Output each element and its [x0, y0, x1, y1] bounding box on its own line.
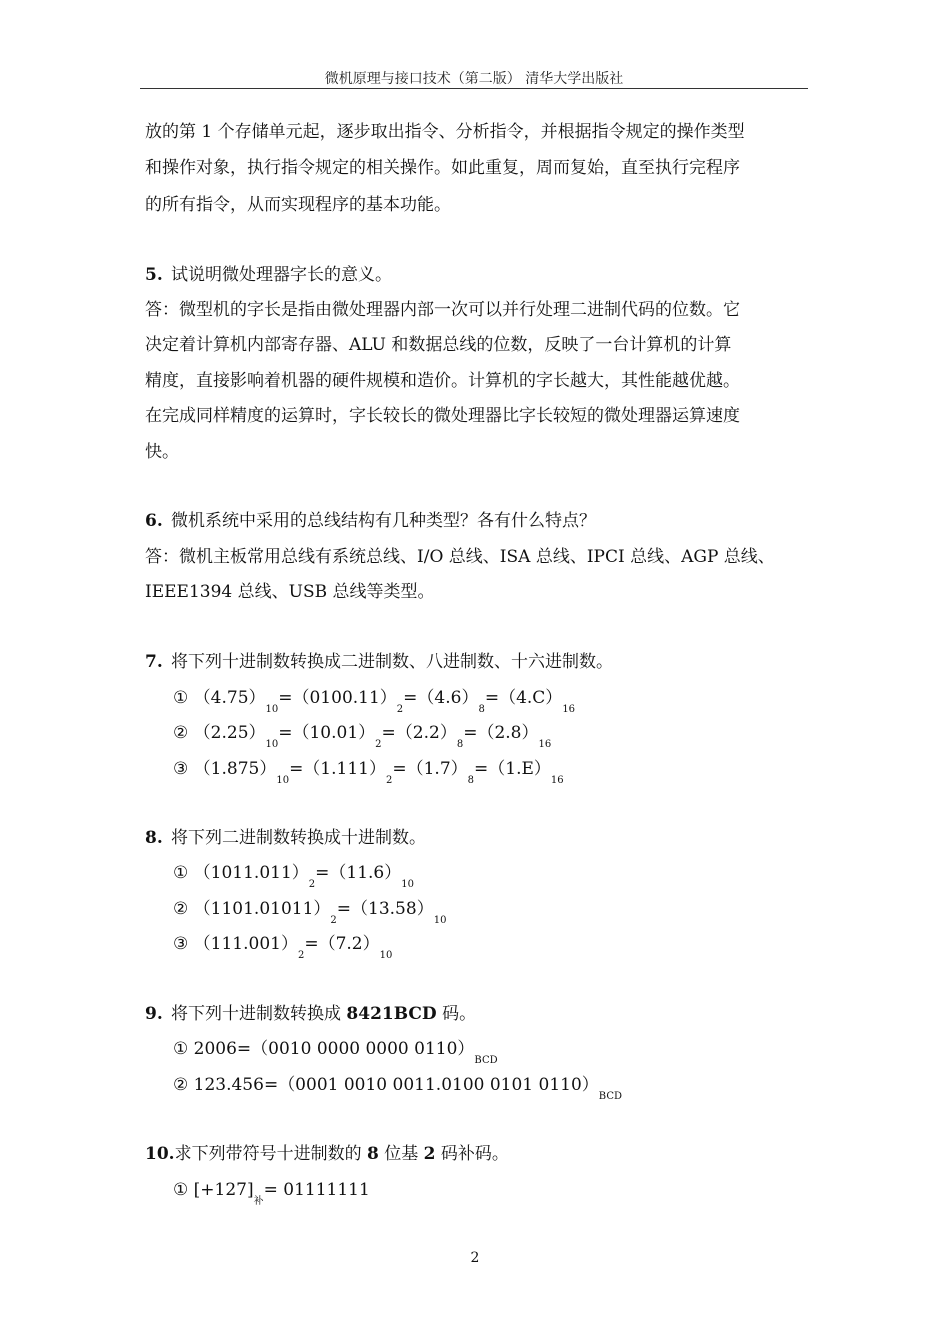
- decimal-value: =（11.6）: [315, 863, 402, 883]
- item-marker: ①: [173, 688, 189, 708]
- octal-value: =（4.6）: [403, 688, 479, 708]
- binary-value: （1011.011）: [193, 863, 309, 883]
- bcd-item: [173, 1038, 498, 1066]
- binary-value: =（1.111）: [289, 759, 386, 779]
- base-subscript: 2: [308, 879, 316, 890]
- intro-line-1: 放的第 1 个存储单元起，逐步取出指令、分析指令，并根据指令规定的操作类型: [145, 122, 745, 142]
- decimal-value: =（7.2）: [304, 934, 380, 954]
- base-subscript: 10: [276, 775, 290, 786]
- hex-value: =（1.E）: [474, 759, 551, 779]
- octal-value: =（1.7）: [392, 759, 468, 779]
- item-marker: ①: [173, 863, 189, 883]
- binary-value: =（10.01）: [278, 723, 376, 743]
- answer-5-line-1: 答：微型机的字长是指由微处理器内部一次可以并行处理二进制代码的位数。它: [145, 300, 740, 320]
- running-header: 微机原理与接口技术（第二版） 清华大学出版社: [324, 71, 624, 87]
- bcd-subscript: BCD: [598, 1091, 622, 1102]
- base-subscript: 16: [538, 739, 552, 750]
- header-rule: [140, 88, 808, 89]
- conversion-item: [173, 722, 552, 750]
- question-number: 8.: [145, 828, 163, 848]
- base-subscript: 2: [396, 704, 404, 715]
- question-text-bold: 8: [366, 1144, 379, 1164]
- base-subscript: 2: [385, 775, 393, 786]
- decimal-value: =（13.58）: [336, 899, 434, 919]
- base-subscript: 2: [297, 950, 305, 961]
- question-number: 5.: [145, 265, 163, 285]
- question-7: [145, 651, 613, 673]
- answer-6-line-1: 答：微机主板常用总线有系统总线、I/O 总线、ISA 总线、IPCI 总线、AGP 总线、: [145, 547, 775, 567]
- question-text-mid: 位基: [378, 1144, 424, 1164]
- question-text: 将下列二进制数转换成十进制数。: [171, 828, 426, 848]
- question-text: 试说明微处理器字长的意义。: [171, 265, 392, 285]
- base-subscript: 8: [467, 775, 475, 786]
- base-subscript: 8: [478, 704, 485, 715]
- complement-expression: ① [+127]: [173, 1180, 254, 1200]
- conversion-item: [173, 687, 576, 715]
- item-marker: ③: [173, 759, 189, 779]
- base-subscript: 10: [379, 950, 393, 961]
- bcd-expression: ② 123.456=（0001 0010 0011.0100 0101 0110）: [173, 1075, 599, 1095]
- page-number: 2: [470, 1250, 480, 1266]
- base-subscript: 2: [330, 915, 337, 926]
- base-subscript: 10: [401, 879, 414, 890]
- question-number: 10.: [145, 1144, 175, 1164]
- bcd-item: [173, 1074, 622, 1102]
- binary-value: （1101.01011）: [193, 899, 331, 919]
- intro-line-2: 和操作对象，执行指令规定的相关操作。如此重复，周而复始，直至执行完程序: [145, 158, 740, 178]
- answer-5-line-5: 快。: [145, 442, 179, 462]
- item-marker: ②: [173, 723, 189, 743]
- question-text: 微机系统中采用的总线结构有几种类型？各有什么特点？: [171, 511, 596, 531]
- base-subscript: 16: [562, 704, 576, 715]
- question-number: 9.: [145, 1004, 163, 1024]
- question-text-bold: 2: [423, 1144, 436, 1164]
- hex-value: =（4.C）: [484, 688, 563, 708]
- intro-line-3: 的所有指令，从而实现程序的基本功能。: [145, 195, 451, 215]
- question-number: 6.: [145, 511, 163, 531]
- bcd-expression: ① 2006=（0010 0000 0000 0110）: [173, 1039, 475, 1059]
- base-subscript: 10: [433, 915, 447, 926]
- item-marker: ③: [173, 934, 189, 954]
- question-text-pre: 将下列十进制数转换成: [171, 1004, 347, 1024]
- base-subscript: 10: [265, 704, 279, 715]
- octal-value: =（2.2）: [381, 723, 457, 743]
- question-number: 7.: [145, 652, 163, 672]
- question-text-post: 码补码。: [435, 1144, 509, 1164]
- answer-6-line-2: IEEE1394 总线、USB 总线等类型。: [145, 582, 435, 602]
- hex-value: =（2.8）: [463, 723, 539, 743]
- question-10: [145, 1143, 509, 1165]
- base-subscript: 10: [265, 739, 279, 750]
- conversion-item: [173, 862, 414, 890]
- conversion-item: [173, 933, 393, 961]
- answer-5-line-2: 决定着计算机内部寄存器、ALU 和数据总线的位数，反映了一台计算机的计算: [145, 335, 732, 355]
- question-5: [145, 264, 392, 286]
- question-9: [145, 1003, 476, 1025]
- base-subscript: 2: [375, 739, 382, 750]
- binary-value: （111.001）: [193, 934, 298, 954]
- conversion-item: [173, 758, 564, 786]
- decimal-value: （2.25）: [193, 723, 266, 743]
- question-6: [145, 510, 596, 532]
- complement-item: [173, 1179, 370, 1207]
- answer-5-line-3: 精度，直接影响着机器的硬件规模和造价。计算机的字长越大，其性能越优越。: [145, 371, 740, 391]
- base-subscript: 16: [550, 775, 564, 786]
- bcd-subscript: BCD: [474, 1055, 498, 1066]
- question-text: 将下列十进制数转换成二进制数、八进制数、十六进制数。: [171, 652, 613, 672]
- answer-5-line-4: 在完成同样精度的运算时，字长较长的微处理器比字长较短的微处理器运算速度: [145, 406, 740, 426]
- question-text-bold: 8421BCD: [346, 1004, 437, 1024]
- question-8: [145, 827, 426, 849]
- conversion-item: [173, 898, 447, 926]
- decimal-value: （4.75）: [193, 688, 266, 708]
- question-text-post: 码。: [436, 1004, 477, 1024]
- complement-result: = 01111111: [263, 1180, 370, 1200]
- item-marker: ②: [173, 899, 189, 919]
- question-text-pre: 求下列带符号十进制数的: [174, 1144, 367, 1164]
- base-subscript: 8: [456, 739, 464, 750]
- binary-value: =（0100.11）: [278, 688, 397, 708]
- complement-subscript: 补: [253, 1196, 264, 1207]
- decimal-value: （1.875）: [193, 759, 277, 779]
